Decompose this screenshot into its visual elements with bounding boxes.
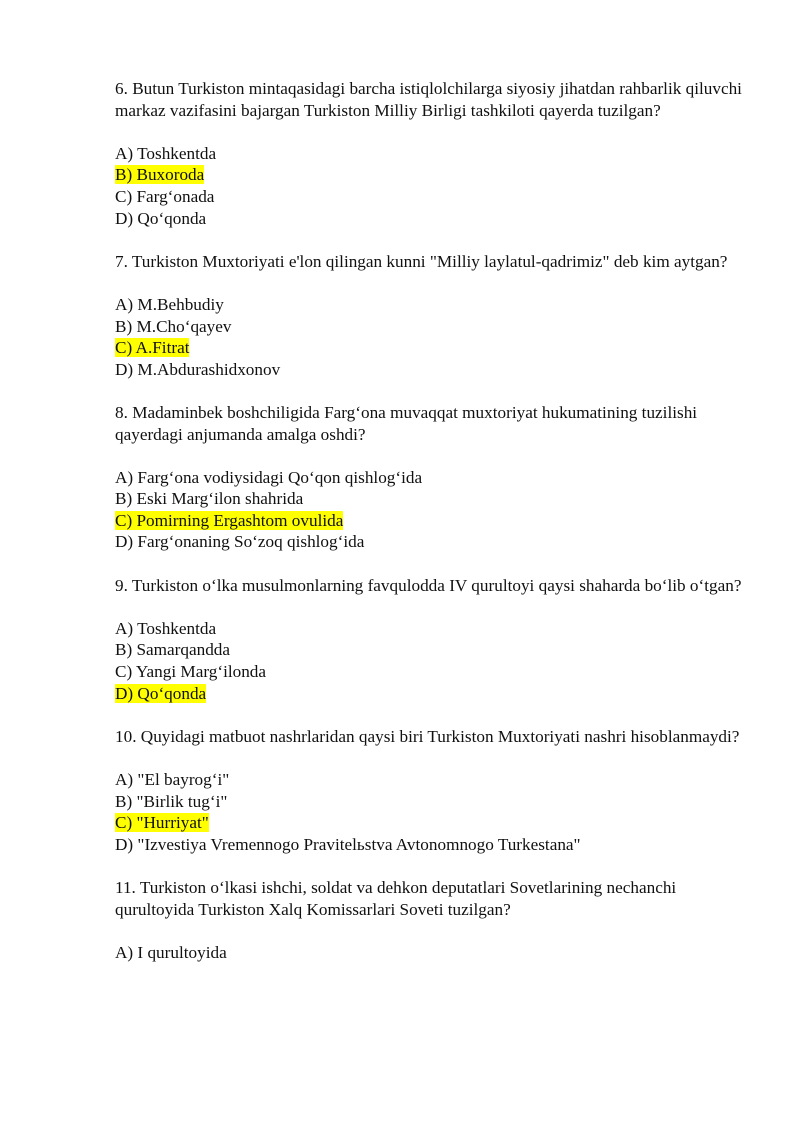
answer-option [115,531,755,553]
option-label: C) Yangi Marg‘ilonda [115,662,267,682]
answer-option [115,834,755,856]
answer-option-correct [115,683,755,705]
option-label: B) "Birlik tug‘i" [115,791,228,811]
options-list [115,769,755,855]
option-label: C) Farg‘onada [115,186,215,206]
option-label: A) M.Behbudiy [115,294,224,314]
answer-option-correct [115,812,755,834]
answer-option [115,618,755,640]
answer-option [115,467,755,489]
options-list [115,942,755,964]
answer-option-correct [115,510,755,532]
answer-option [115,316,755,338]
answer-option [115,359,755,381]
question-block [115,251,755,381]
option-label: D) "Izvestiya Vremennogo Pravitelьstva Avtonomnogo Turkestana" [115,834,581,854]
option-label: B) M.Cho‘qayev [115,316,232,336]
option-label: C) A.Fitrat [115,338,190,358]
question-text: 11. Turkiston o‘lkasi ishchi, soldat va dehkon deputatlari Sovetlarining nechanchi qurultoyida Turkiston Xalq Komissarlari Soveti tuzilgan? [115,877,677,919]
question-block [115,877,755,963]
answer-option [115,294,755,316]
question-text: 7. Turkiston Muxtoriyati e'lon qilingan kunni "Milliy laylatul-qadrimiz" deb kim aytgan? [115,251,728,271]
answer-option-correct [115,337,755,359]
option-label: A) "El bayrog‘i" [115,770,230,789]
question-block [115,575,755,705]
options-list [115,143,755,229]
options-list [115,618,755,704]
question-text: 6. Butun Turkiston mintaqasidagi barcha istiqlolchilarga siyosiy jihatdan rahbarlik qiluvchi markaz vazifasini bajargan Turkiston Milliy Birligi tashkiloti qayerda tuzilgan? [115,79,742,120]
answer-option [115,639,755,661]
answer-option [115,186,755,208]
question-block [115,726,755,856]
options-list [115,294,755,380]
option-label: A) I qurultoyida [115,942,227,962]
answer-option [115,769,755,791]
question-block [115,402,755,553]
question-block [115,78,755,229]
question-text: 8. Madaminbek boshchiligida Farg‘ona muvaqqat muxtoriyat hukumatining tuzilishi qayerdagi anjumanda amalga oshdi? [115,402,698,444]
option-label: D) Qo‘qonda [115,683,207,703]
option-label: A) Farg‘ona vodiysidagi Qo‘qon qishlog‘ida [115,467,423,487]
options-list [115,467,755,553]
answer-option [115,143,755,165]
question-text: 9. Turkiston o‘lka musulmonlarning favqulodda IV qurultoyi qaysi shaharda bo‘lib o‘tgan? [115,575,742,595]
question-list [115,78,755,985]
answer-option-correct [115,164,755,186]
option-label: B) Samarqandda [115,640,231,660]
question-text: 10. Quyidagi matbuot nashrlaridan qaysi biri Turkiston Muxtoriyati nashri hisoblanmaydi? [115,726,740,746]
option-label: D) Farg‘onaning So‘zoq qishlog‘ida [115,532,365,552]
answer-option [115,661,755,683]
answer-option [115,488,755,510]
option-label: D) Qo‘qonda [115,208,207,228]
answer-option [115,208,755,230]
answer-option [115,791,755,813]
option-label: C) Pomirning Ergashtom ovulida [115,510,344,530]
answer-option [115,942,755,964]
option-label: C) "Hurriyat" [115,813,209,833]
option-label: A) Toshkentda [115,618,217,638]
option-label: B) Buxoroda [115,165,205,185]
option-label: A) Toshkentda [115,143,217,163]
option-label: B) Eski Marg‘ilon shahrida [115,489,304,509]
option-label: D) M.Abdurashidxonov [115,359,281,379]
